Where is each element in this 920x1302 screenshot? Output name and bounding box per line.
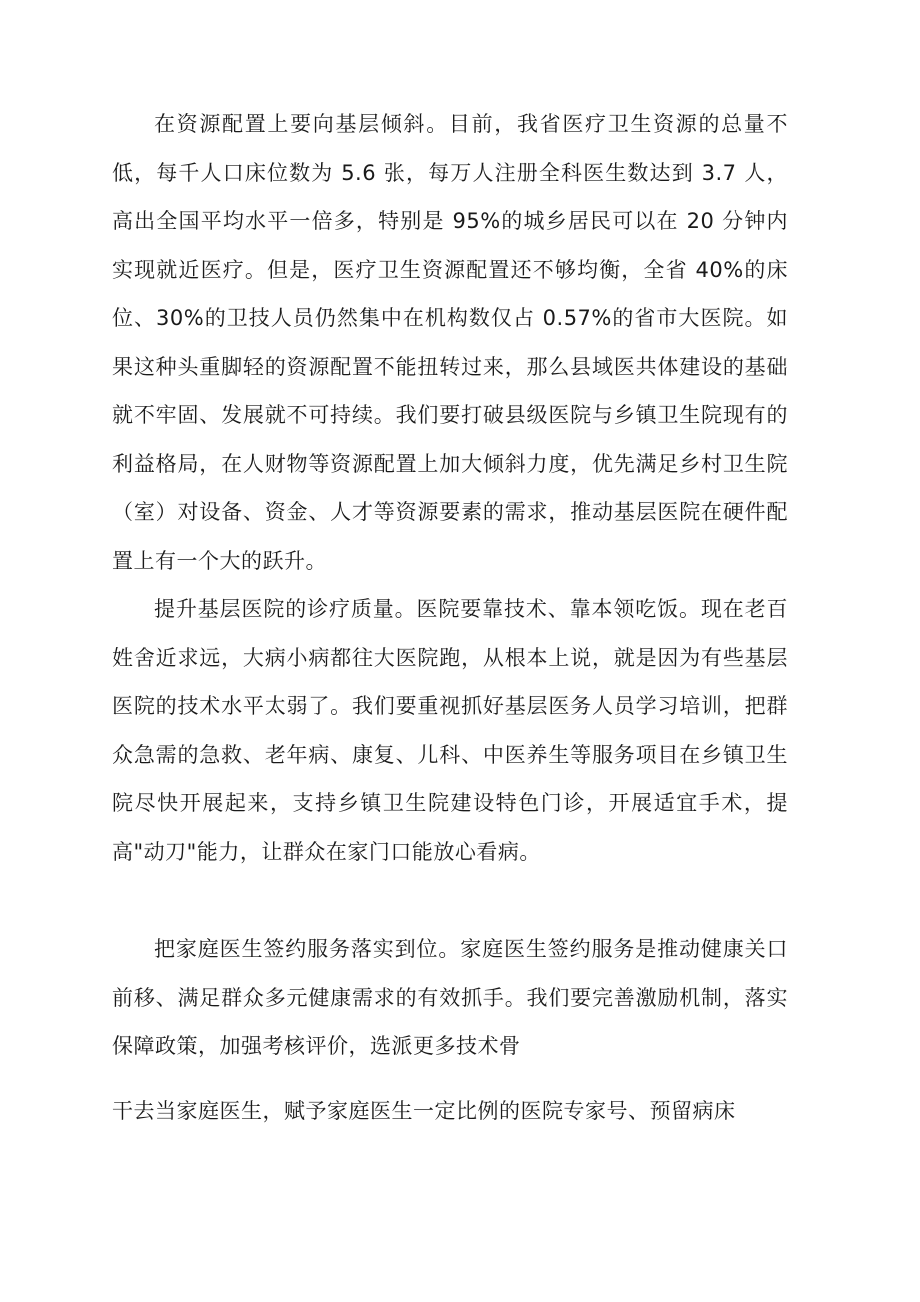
paragraph-family-doctor: 把家庭医生签约服务落实到位。家庭医生签约服务是推动健康关口前移、满足群众多元健康需求的有效抓手。我们要完善激励机制，落实保障政策，加强考核评价，选派更多技术骨 (112, 937, 788, 1058)
paragraph-diagnosis-quality: 提升基层医院的诊疗质量。医院要靠技术、靠本领吃饭。现在老百姓舍近求远，大病小病都往大医院跑，从根本上说，就是因为有些基层医院的技术水平太弱了。我们要重视抓好基层医务人员学习培训，把群众急需的急救、老年病、康复、儿科、中医养生等服务项目在乡镇卫生院尽快开展起来，支持乡镇卫生院建设特色门诊，开展适宜手术，提高"动刀"能力，让群众在家门口能放心看病。 (112, 597, 788, 864)
paragraph-family-doctor-continued: 干去当家庭医生，赋予家庭医生一定比例的医院专家号、预留病床 (112, 1099, 736, 1123)
paragraph-resource-allocation: 在资源配置上要向基层倾斜。目前，我省医疗卫生资源的总量不低，每千人口床位数为 5.6 张，每万人注册全科医生数达到 3.7 人，高出全国平均水平一倍多，特别是 95%的城乡居民可以在 20 分钟内实现就近医疗。但是，医疗卫生资源配置还不够均衡，全省 40%的床位、30%的卫技人员仍然集中在机构数仅占 0.57%的省市大医院。如果这种头重脚轻的资源配置不能扭转过来，那么县域医共体建设的基础就不牢固、发展就不可持续。我们要打破县级医院与乡镇卫生院现有的利益格局，在人财物等资源配置上加大倾斜力度，优先满足乡村卫生院（室）对设备、资金、人才等资源要素的需求，推动基层医院在硬件配置上有一个大的跃升。 (112, 112, 788, 573)
